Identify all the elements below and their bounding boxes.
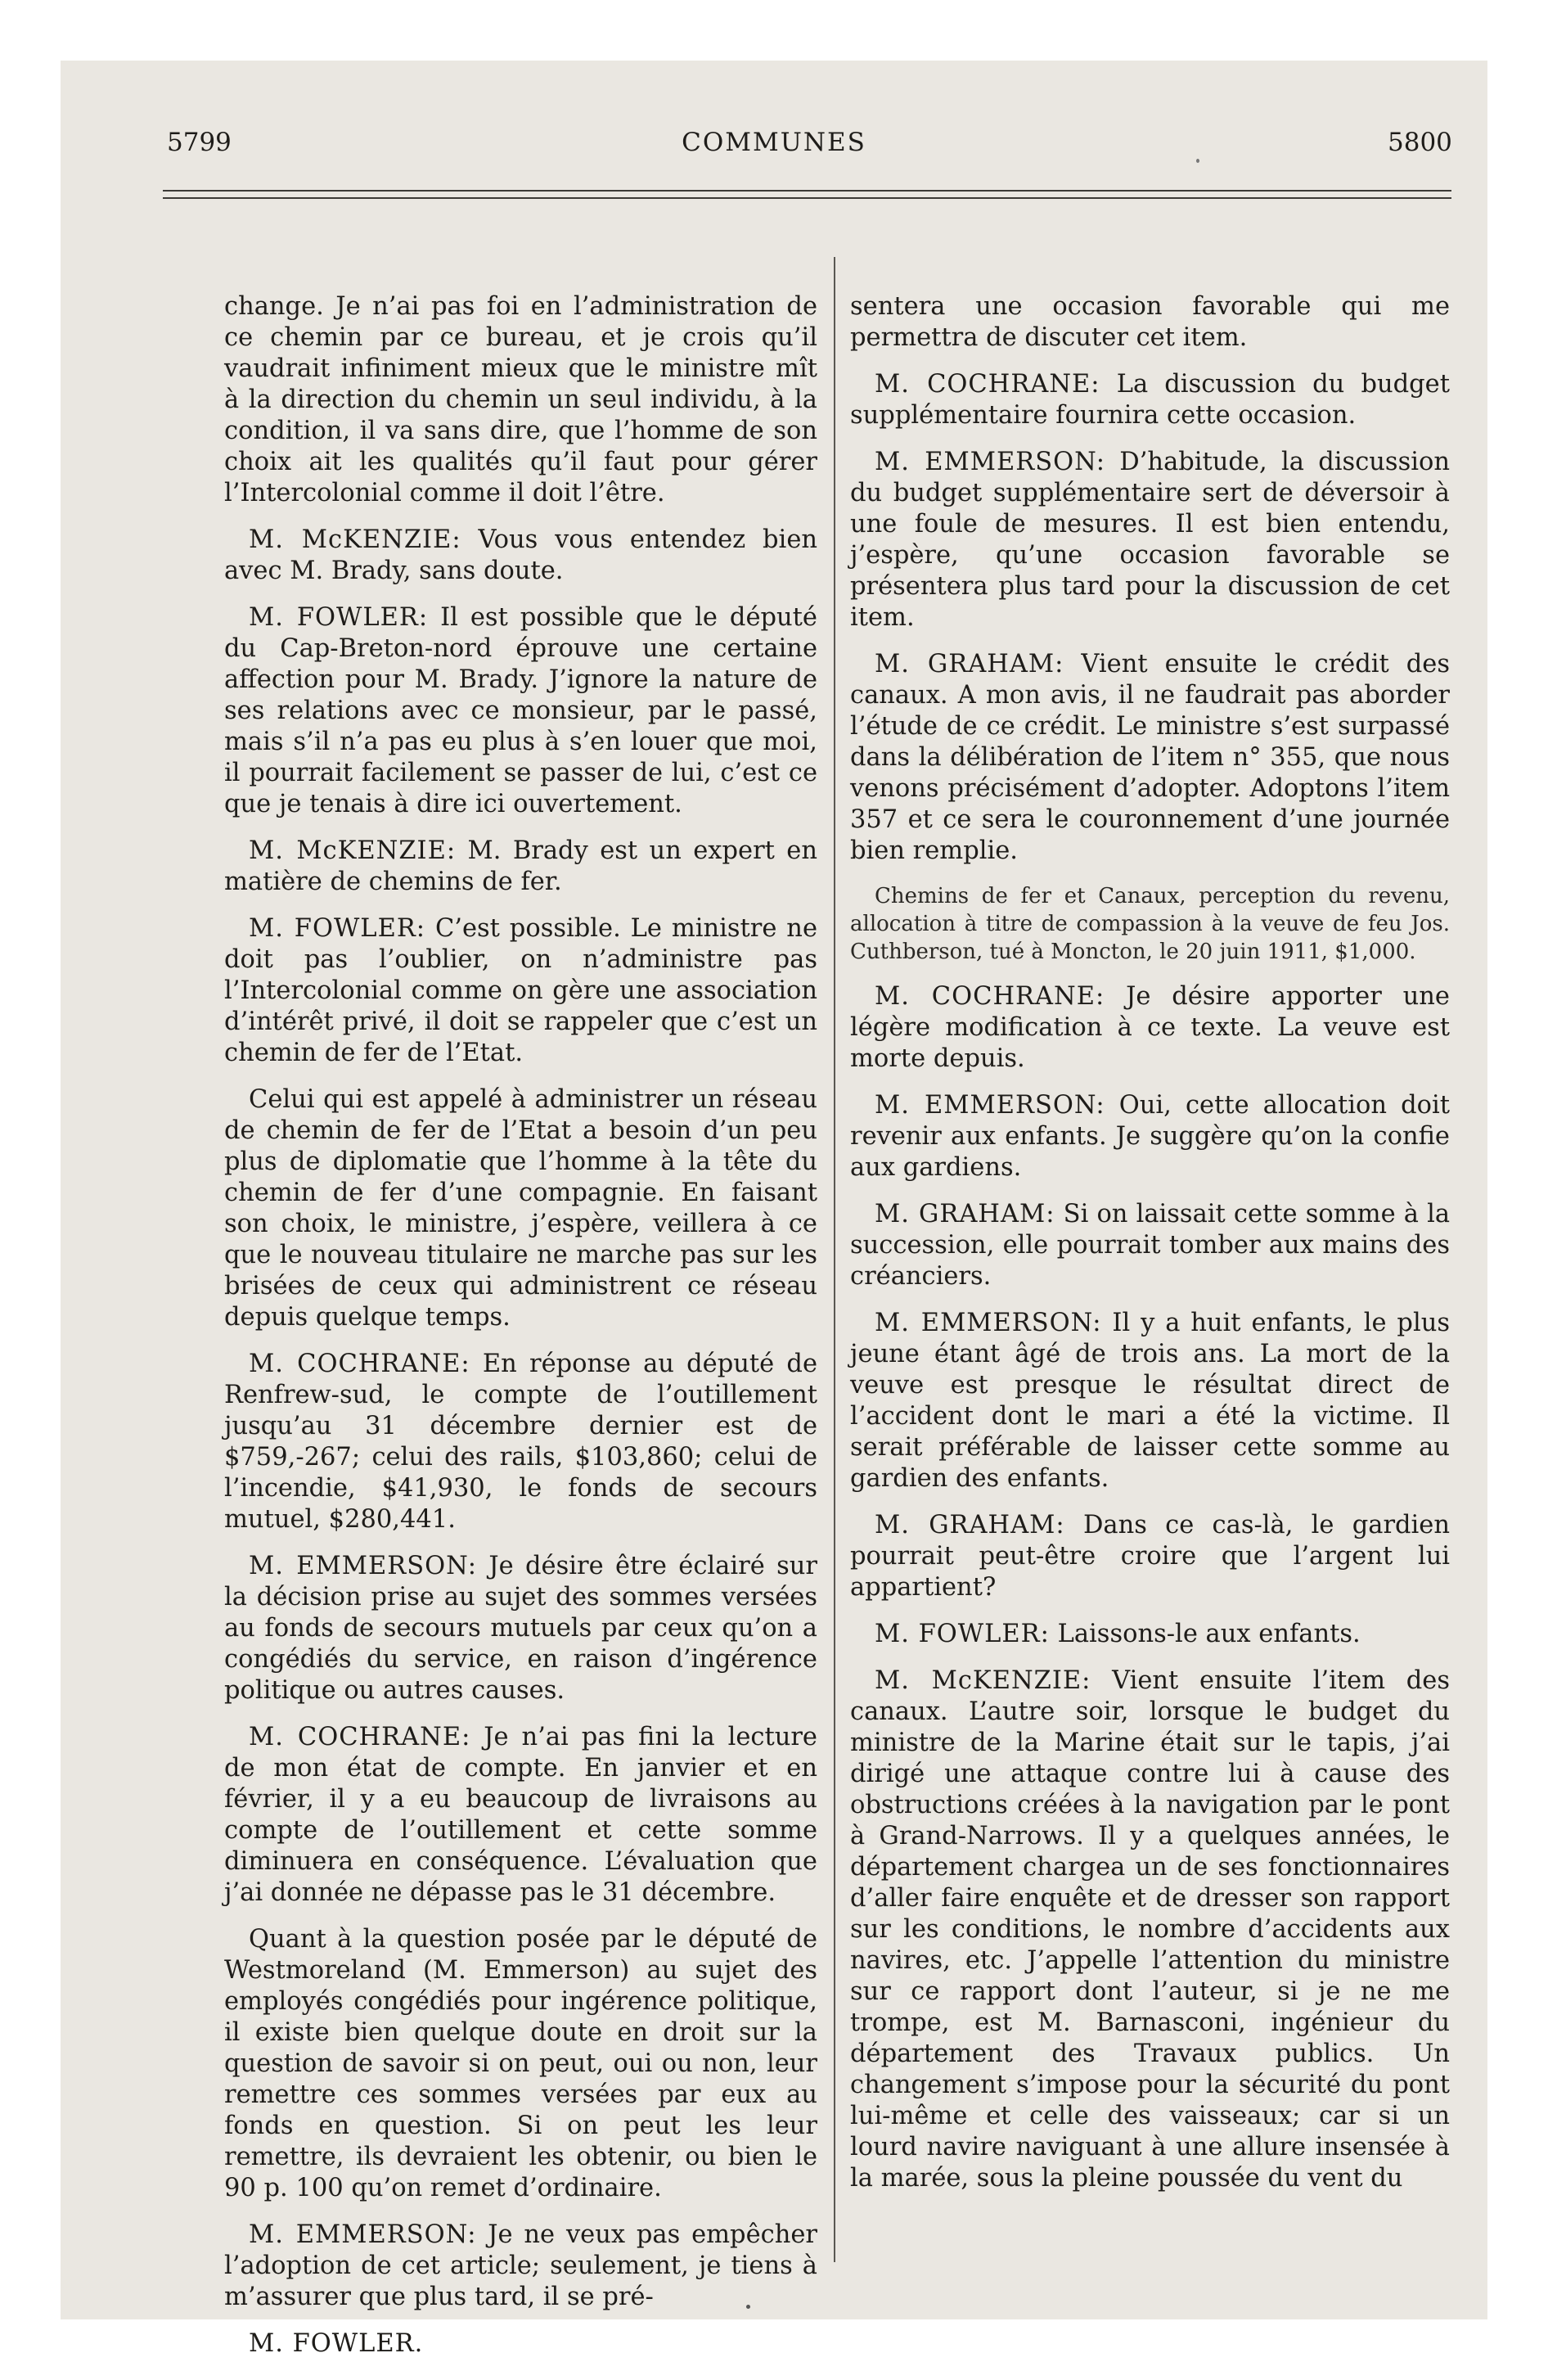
paragraph-text: C’est possible. Le ministre ne doit pas l’oublier, on n’administre pas l’Intercolonial comme on gère une association d’intérêt privé, il doit se rappeler que c’est un chemin de fer de l’Etat.	[224, 914, 817, 1067]
paragraph-text: sentera une occasion favorable qui me permettra de discuter cet item.	[850, 292, 1450, 352]
page	[61, 61, 1487, 2358]
print-speck	[1196, 159, 1199, 163]
page-number-right: 5800	[1388, 128, 1452, 157]
paragraph-text: Vous vous entendez bien avec M. Brady, sans doute.	[224, 525, 818, 585]
speaker-name: M. FOWLER:	[249, 603, 429, 632]
paragraph	[224, 1722, 817, 1909]
paragraph	[850, 369, 1450, 431]
paragraph	[850, 882, 1450, 966]
paragraph	[224, 1084, 817, 1333]
paragraph	[850, 1090, 1450, 1183]
running-header	[61, 128, 1487, 169]
paragraph	[224, 1924, 817, 2204]
paragraph-text: Chemins de fer et Canaux, perception du revenu, allocation à titre de compassion à la veuve de feu Jos. Cuthberson, tué à Moncton, le 20 juin 1911, $1,000.	[850, 884, 1450, 964]
speaker-name: M. COCHRANE:	[875, 982, 1105, 1011]
paragraph-text: Laissons-le aux enfants.	[1049, 1620, 1361, 1648]
paragraph-text: Il est possible que le député du Cap-Breton-nord éprouve une certaine affection pour M. Brady. J’ignore la nature de ses relations avec ce monsieur, par le passé, mais s’il n’a pas eu plus à s’en louer que moi, il pourrait facilement se passer de lui, c’est ce que je tenais à dire ici ouvertement.	[224, 603, 817, 818]
speaker-name: M. COCHRANE:	[875, 370, 1100, 399]
paragraph-text: Je n’ai pas fini la lecture de mon état de compte. En janvier et en février, il y a eu beaucoup de livraisons au compte de l’outillement et cette somme diminuera en conséquence. L’évaluation que j’ai donnée ne dépasse pas le 31 décembre.	[224, 1723, 817, 1907]
paragraph-text: Vient ensuite le crédit des canaux. A mon avis, il ne faudrait pas aborder l’étude de ce crédit. Le ministre s’est surpassé dans la délibération de l’item n° 355, que nous venons précisément d’adopter. Adoptons l’item 357 et ce sera le couronnement d’une journée bien remplie.	[850, 650, 1450, 865]
page-number-left: 5799	[167, 128, 232, 157]
paragraph	[850, 447, 1450, 633]
speaker-name: M. FOWLER:	[875, 1620, 1050, 1648]
paragraph	[850, 1666, 1450, 2194]
speaker-name: M. McKENZIE:	[249, 836, 457, 865]
speaker-name: M. FOWLER:	[249, 914, 426, 943]
speaker-name: M. EMMERSON:	[875, 1091, 1105, 1120]
paragraph	[224, 291, 817, 509]
paragraph-text: Il y a huit enfants, le plus jeune étant âgé de trois ans. La mort de la veuve est presque le résultat direct de l’accident dont le mari a été la victime. Il serait préférable de laisser cette somme au gardien des enfants.	[850, 1309, 1450, 1493]
paragraph-text: change. Je n’ai pas foi en l’administration de ce chemin par ce bureau, et je crois qu’il vaudrait infiniment mieux que le ministre mît à la direction du chemin un seul individu, à la condition, il va sans dire, que l’homme de son choix ait les qualités qu’il faut pour gérer l’Intercolonial comme il doit l’être.	[224, 292, 817, 507]
paragraph	[224, 1349, 817, 1535]
paragraph-text: Je désire être éclairé sur la décision prise au sujet des sommes versées au fonds de secours mutuels par ceux qu’on a congédiés du service, en raison d’ingérence politique ou autres causes.	[224, 1552, 817, 1705]
paragraph	[224, 836, 817, 898]
paragraph-text: Celui qui est appelé à administrer un réseau de chemin de fer de l’Etat a besoin d’un peu plus de diplomatie que l’homme à la tête du chemin de fer d’une compagnie. En faisant son choix, le ministre, j’espère, veillera à ce que le nouveau titulaire ne marche pas sur les brisées de ceux qui administrent ce réseau depuis quelque temps.	[224, 1085, 817, 1332]
paragraph	[850, 1510, 1450, 1603]
paragraph-text: Dans ce cas-là, le gardien pourrait peut-être croire que l’argent lui appartient?	[850, 1511, 1450, 1602]
paragraph	[224, 2328, 817, 2360]
paragraph	[850, 981, 1450, 1075]
speaker-name: M. GRAHAM:	[875, 1511, 1065, 1539]
speaker-name: M. McKENZIE:	[875, 1666, 1091, 1695]
paragraph	[224, 602, 817, 820]
speaker-name: M. EMMERSON:	[249, 1552, 478, 1580]
paragraph-text: Je ne veux pas empêcher l’adoption de cet article; seulement, je tiens à m’assurer que plus tard, il se pré-	[224, 2220, 817, 2311]
speaker-name: M. EMMERSON:	[875, 1309, 1102, 1337]
paragraph	[850, 1619, 1450, 1650]
header-rule-bottom	[163, 197, 1451, 199]
speaker-name: M. EMMERSON:	[875, 448, 1105, 476]
paragraph	[850, 1308, 1450, 1494]
speaker-name: M. EMMERSON:	[249, 2220, 477, 2249]
header-rule-top	[163, 190, 1451, 192]
paragraph-text: Oui, cette allocation doit revenir aux enfants. Je suggère qu’on la confie aux gardiens.	[850, 1091, 1450, 1182]
paragraph	[224, 1551, 817, 1706]
paragraph-text: En réponse au député de Renfrew-sud, le compte de l’outillement jusqu’au 31 décembre dernier est de $759,-267; celui des rails, $103,860; celui de l’incendie, $41,930, le fonds de secours mutuel, $280,441.	[224, 1350, 817, 1534]
paragraph-text: Vient ensuite l’item des canaux. L’autre soir, lorsque le budget du ministre de la Marine était sur le tapis, j’ai dirigé une attaque contre lui à cause des obstructions créées à la navigation par le pont à Grand-Narrows. Il y a quelques années, le département chargea un de ses fonctionnaires d’aller faire enquête et de dresser son rapport sur les conditions, le nombre d’accidents aux navires, etc. J’appelle l’attention du ministre sur ce rapport dont l’auteur, si je ne me trompe, est M. Barnasconi, ingénieur du département des Travaux publics. Un changement s’impose pour la sécurité du pont lui-même et celle des vaisseaux; car si un lourd navire naviguant à une allure insensée à la marée, sous la pleine poussée du vent du	[850, 1666, 1450, 2193]
speaker-name: M. GRAHAM:	[875, 650, 1064, 678]
paragraph-text: Je désire apporter une légère modification à ce texte. La veuve est morte depuis.	[850, 982, 1450, 1073]
paragraph	[224, 525, 817, 587]
right-column	[850, 291, 1450, 2210]
paragraph	[224, 2220, 817, 2313]
paragraph	[850, 649, 1450, 867]
column-divider	[834, 257, 835, 2262]
paragraph	[850, 1199, 1450, 1292]
paragraph	[224, 913, 817, 1069]
paragraph-text: Quant à la question posée par le député de Westmoreland (M. Emmerson) au sujet des employés congédiés pour ingérence politique, il existe bien quelque doute en droit sur la question de savoir si on peut, oui ou non, leur remettre ces sommes versées par eux au fonds en question. Si on peut les leur remettre, ils devraient les obtenir, ou bien le 90 p. 100 qu’on remet d’ordinaire.	[224, 1925, 817, 2202]
speaker-name: M. COCHRANE:	[249, 1723, 471, 1751]
speaker-name: M. COCHRANE:	[249, 1350, 470, 1378]
paragraph-text: La discussion du budget supplémentaire fournira cette occasion.	[850, 370, 1450, 430]
paragraph-text: D’habitude, la discussion du budget supplémentaire sert de déversoir à une foule de mesures. Il est bien entendu, j’espère, qu’une occasion favorable se présentera plus tard pour la discussion de cet item.	[850, 448, 1450, 632]
speaker-name: M. McKENZIE:	[249, 525, 461, 554]
paragraph-text: Si on laissait cette somme à la succession, elle pourrait tomber aux mains des créanciers.	[850, 1200, 1451, 1291]
left-column	[224, 291, 817, 2375]
paragraph-text: M. Brady est un expert en matière de chemins de fer.	[224, 836, 817, 896]
paragraph	[850, 291, 1450, 354]
speaker-name: M. FOWLER.	[249, 2329, 424, 2358]
print-speck	[746, 2305, 750, 2309]
speaker-name: M. GRAHAM:	[875, 1200, 1055, 1228]
running-title: COMMUNES	[682, 128, 866, 157]
